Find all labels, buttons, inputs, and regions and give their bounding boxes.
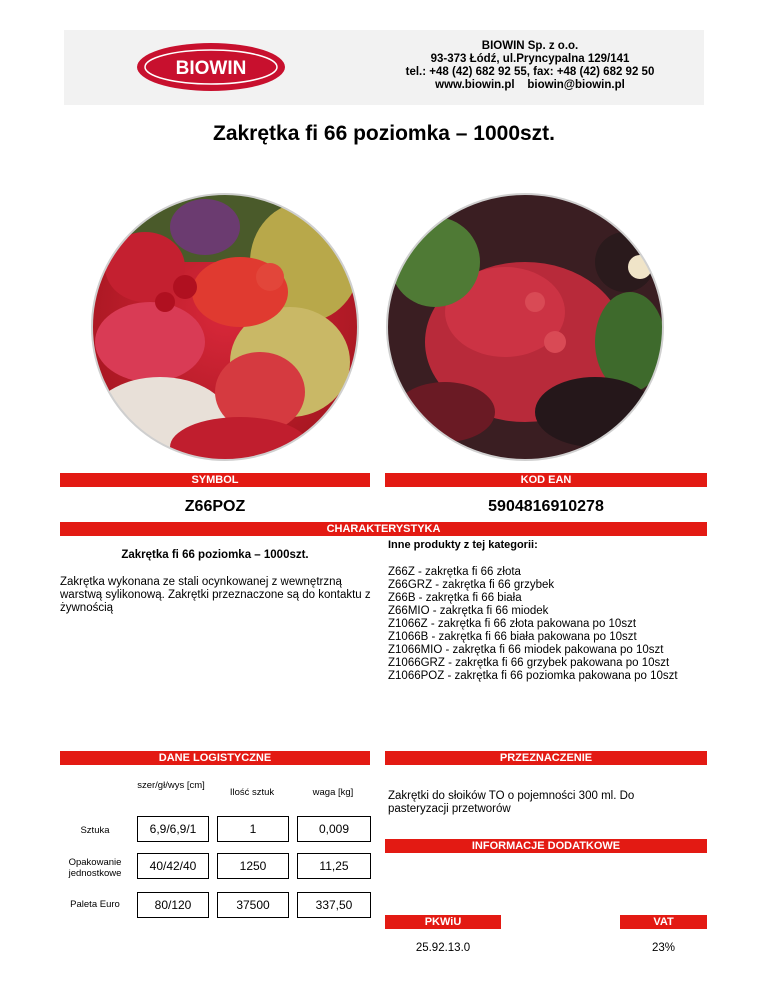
company-address: 93-373 Łódź, ul.Pryncypalna 129/141	[430, 53, 630, 65]
piece-weight: 0,009	[297, 816, 371, 842]
row-label-piece: Sztuka	[80, 825, 110, 836]
pack-dimensions: 40/42/40	[137, 853, 209, 879]
product-image-lid-side	[385, 192, 665, 462]
product-name: Zakrętka fi 66 poziomka – 1000szt.	[121, 549, 309, 561]
related-product-item: Z1066POZ - zakrętka fi 66 poziomka pakowana po 10szt	[388, 670, 678, 682]
related-product-item: Z66Z - zakrętka fi 66 złota	[388, 566, 521, 578]
piece-dimensions: 6,9/6,9/1	[137, 816, 209, 842]
related-products-list	[388, 566, 718, 683]
related-products-label: Inne produkty z tej kategorii:	[388, 539, 538, 551]
company-contact	[380, 79, 680, 92]
related-product-item: Z1066GRZ - zakrętka fi 66 grzybek pakowana po 10szt	[388, 657, 670, 669]
page-title: Zakrętka fi 66 poziomka – 1000szt.	[213, 122, 555, 145]
logistics-header: DANE LOGISTYCZNE	[60, 751, 370, 765]
product-image-lid-top	[90, 192, 360, 462]
pallet-dimensions: 80/120	[137, 892, 209, 918]
purpose-header: PRZEZNACZENIE	[385, 751, 707, 765]
related-product-item: Z66GRZ - zakrętka fi 66 grzybek	[388, 579, 555, 591]
company-phone: tel.: +48 (42) 682 92 55, fax: +48 (42) 682 92 50	[405, 66, 655, 78]
vat-header: VAT	[620, 915, 707, 929]
related-product-item: Z1066Z - zakrętka fi 66 złota pakowana po 10szt	[388, 618, 637, 630]
pallet-weight: 337,50	[297, 892, 371, 918]
column-weight: waga [kg]	[312, 787, 354, 798]
logo-text: BIOWIN	[175, 58, 247, 79]
pkwiu-value: 25.92.13.0	[415, 942, 471, 954]
ean-value: 5904816910278	[488, 498, 604, 515]
characteristics-header: CHARAKTERYSTYKA	[60, 522, 707, 536]
pallet-quantity: 37500	[217, 892, 289, 918]
related-product-item: Z66MIO - zakrętka fi 66 miodek	[388, 605, 549, 617]
related-product-item: Z66B - zakrętka fi 66 biała	[388, 592, 522, 604]
product-description: Zakrętka wykonana ze stali ocynkowanej z wewnętrzną warstwą sylikonową. Zakrętki przeznaczone są do kontaktu z żywnością	[60, 576, 371, 614]
related-product-item: Z1066B - zakrętka fi 66 biała pakowana po 10szt	[388, 631, 637, 643]
symbol-value: Z66POZ	[184, 498, 246, 515]
company-name: BIOWIN Sp. z o.o.	[481, 40, 579, 52]
column-quantity: Ilość sztuk	[229, 787, 275, 798]
additional-info-header: INFORMACJE DODATKOWE	[385, 839, 707, 853]
company-web[interactable]: www.biowin.pl	[435, 79, 515, 91]
symbol-header: SYMBOL	[60, 473, 370, 487]
pkwiu-header: PKWiU	[385, 915, 501, 929]
purpose-text: Zakrętki do słoików TO o pojemności 300 ml. Do pasteryzacji przetworów	[388, 790, 635, 815]
vat-value: 23%	[651, 942, 676, 954]
ean-header: KOD EAN	[385, 473, 707, 487]
piece-quantity: 1	[217, 816, 289, 842]
related-product-item: Z1066MIO - zakrętka fi 66 miodek pakowana po 10szt	[388, 644, 664, 656]
column-dimensions: szer/gł/wys [cm]	[137, 780, 205, 791]
row-label-unit-pack: Opakowanie jednostkowe	[68, 857, 122, 879]
row-label-pallet: Paleta Euro	[70, 899, 120, 910]
company-email[interactable]: biowin@biowin.pl	[527, 79, 625, 91]
pack-weight: 11,25	[297, 853, 371, 879]
biowin-logo	[136, 42, 286, 92]
pack-quantity: 1250	[217, 853, 289, 879]
